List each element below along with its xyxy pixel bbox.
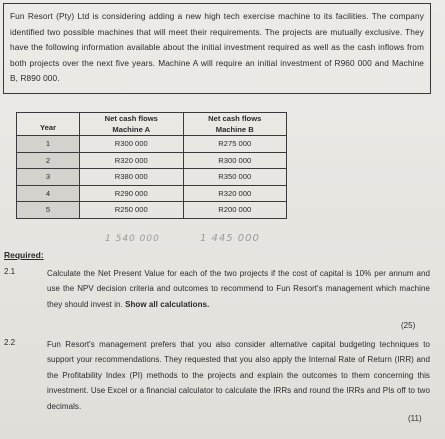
- question-2-2-marks: (11): [408, 414, 422, 423]
- header-machine-b-line2: Machine B: [215, 125, 254, 134]
- header-machine-b-line1: Net cash flows: [208, 114, 262, 123]
- question-2-1-marks: (25): [401, 321, 416, 330]
- handwritten-total-a: 1 540 000: [105, 234, 160, 244]
- question-2-2-text: Fun Resort's management prefers that you also consider alternative capital budgeting techniques to support your recommendations. They requested that you also apply the Internal Rate of Return (IRR) and the Profitability Index (PI) methods to the projects and explain the outcomes to them concerning this investment. Use Excel or a financial calculator to calculate the IRRs and round the IRRs and PIs off to two decimals.: [47, 340, 430, 411]
- cell-year: 5: [17, 202, 80, 219]
- header-machine-a: [80, 113, 183, 136]
- cell-machine-a: R320 000: [80, 152, 183, 169]
- question-2-1-text: [47, 266, 430, 312]
- header-machine-a-line2: Machine A: [112, 125, 151, 134]
- header-year: Year: [17, 113, 80, 136]
- required-heading: Required:: [4, 250, 44, 260]
- question-number-2-2: 2.2: [4, 338, 16, 347]
- table-row: [17, 169, 287, 186]
- table-row: [17, 152, 287, 169]
- cell-machine-b: R275 000: [183, 136, 287, 153]
- table-row: [17, 185, 287, 202]
- cell-machine-a: R380 000: [80, 169, 183, 186]
- handwritten-total-b: 1 445 000: [200, 233, 260, 244]
- table-row: [17, 136, 287, 153]
- question-2-1-body: Calculate the Net Present Value for each of the two projects if the cost of capital is 10% per annum and use the NPV decision criteria and outcomes to recommend to Fun Resort's management which machine they should invest in.: [47, 269, 430, 309]
- cell-year: 3: [17, 169, 80, 186]
- scenario-text: Fun Resort (Pty) Ltd is considering adding a new high tech exercise machine to its facilities. The company identified two possible machines that will meet their requirements. The projects are mutually exclusive. They have the following information available about the initial investment required as well as the cash inflows from both projects over the next five years. Machine A will require an initial investment of R960 000 and Machine B, R890 000.: [10, 11, 424, 84]
- cell-machine-a: R300 000: [80, 136, 183, 153]
- cell-machine-b: R350 000: [183, 169, 287, 186]
- cell-machine-b: R320 000: [183, 185, 287, 202]
- table-row: [17, 202, 287, 219]
- table-header-row: [17, 113, 287, 136]
- header-machine-a-line1: Net cash flows: [104, 114, 158, 123]
- question-2-1-bold-instruction: Show all calculations.: [125, 299, 210, 309]
- cell-machine-a: R290 000: [80, 185, 183, 202]
- cell-machine-b: R200 000: [183, 202, 287, 219]
- cell-year: 2: [17, 152, 80, 169]
- cash-flow-table: [16, 112, 287, 219]
- question-number-2-1: 2.1: [4, 267, 16, 276]
- scenario-box: [3, 3, 431, 94]
- cell-machine-b: R300 000: [183, 152, 287, 169]
- cell-year: 4: [17, 185, 80, 202]
- cell-year: 1: [17, 136, 80, 153]
- cell-machine-a: R250 000: [80, 202, 183, 219]
- header-machine-b: [183, 113, 287, 136]
